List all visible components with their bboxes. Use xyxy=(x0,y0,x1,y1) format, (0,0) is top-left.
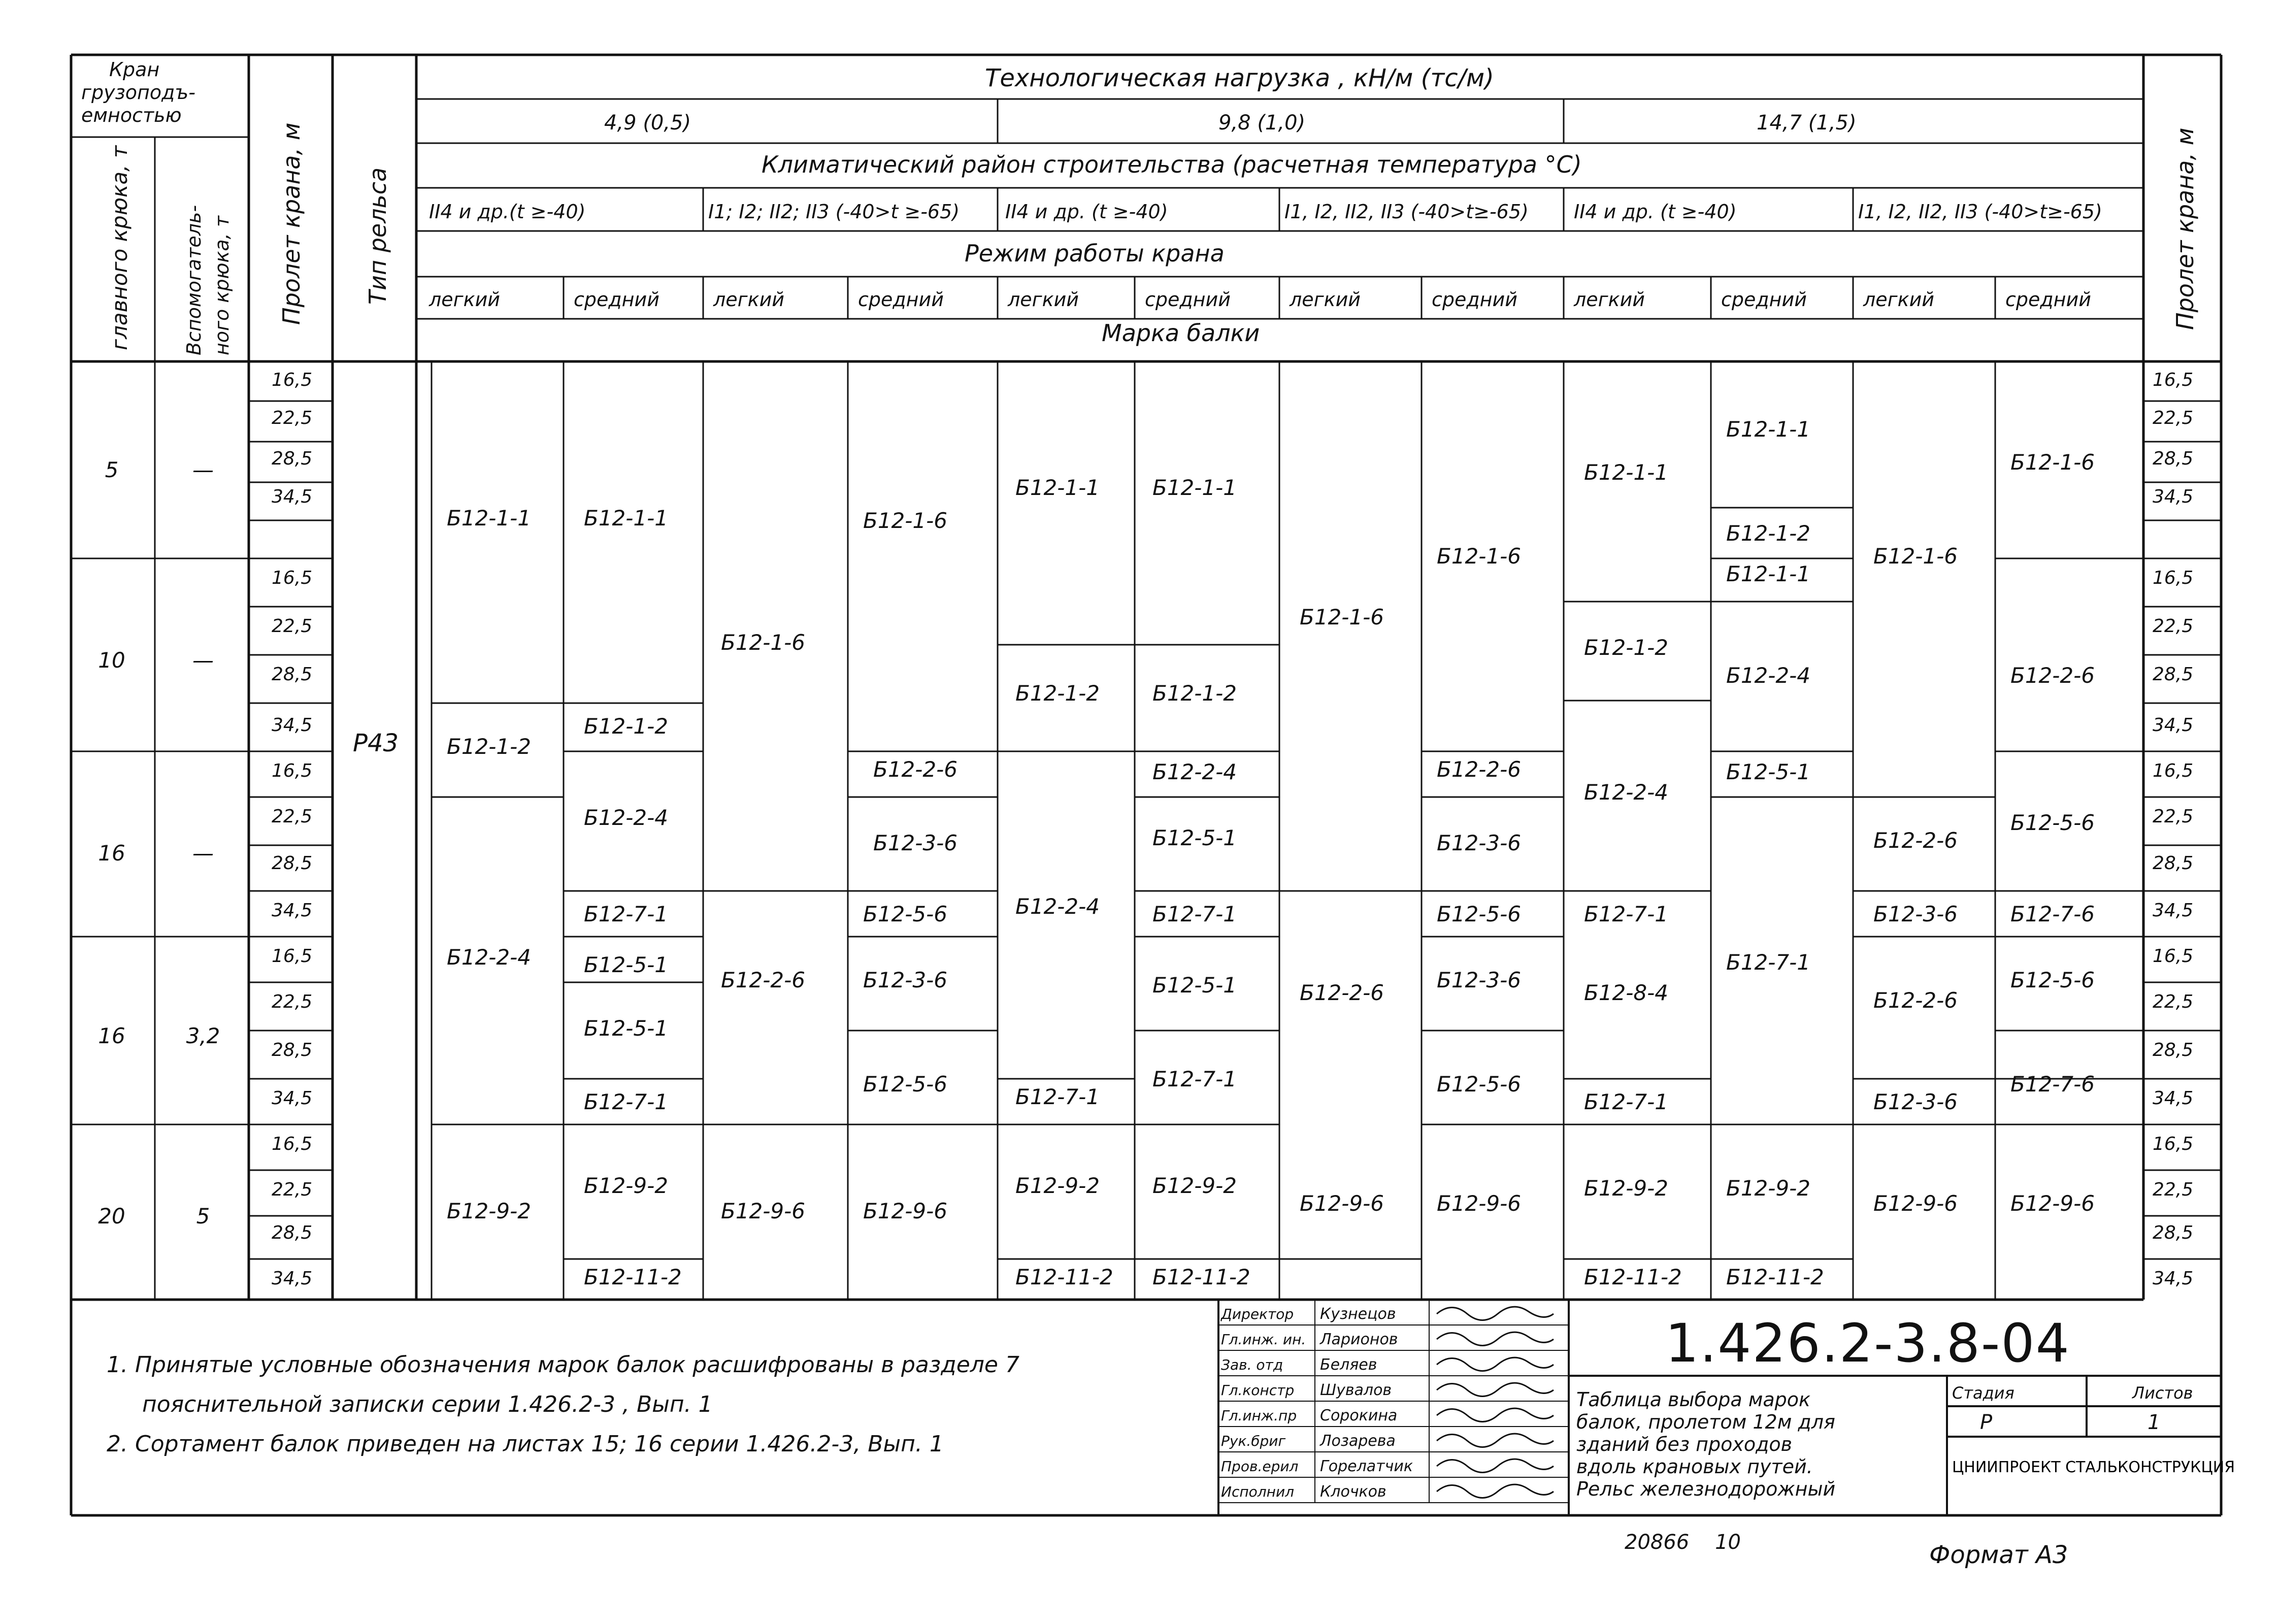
beam-mark-cell: Б12-2-4 xyxy=(1726,663,1811,688)
beam-mark-cell: Б12-5-6 xyxy=(863,902,948,926)
beam-mark-cell: Б12-3-6 xyxy=(873,831,958,855)
span-header: Пролет крана, м xyxy=(278,122,305,325)
beam-mark-cell: Б12-11-2 xyxy=(1726,1265,1824,1289)
signature xyxy=(1437,1357,1554,1371)
beam-mark-cell: Б12-1-1 xyxy=(1152,475,1237,500)
span-value-right: 34,5 xyxy=(2153,1088,2194,1109)
aux-hook-header-2: ного крюка, т xyxy=(211,216,233,355)
beam-mark-cell: Б12-9-6 xyxy=(863,1199,948,1223)
beam-mark-cell: Б12-1-1 xyxy=(1584,460,1669,485)
beam-mark-cell: Б12-9-6 xyxy=(2010,1191,2095,1216)
climate-subheaders xyxy=(429,201,2102,223)
beam-mark-cell: Б12-2-6 xyxy=(1873,828,1958,853)
stamp-name: Клочков xyxy=(1320,1483,1386,1501)
note-1-cont: пояснительной записки серии 1.426.2-3 , Вып. 1 xyxy=(142,1391,713,1417)
beam-mark-cell: Б12-8-4 xyxy=(1584,980,1669,1005)
beam-mark-cell: Б12-2-6 xyxy=(1437,757,1522,782)
beam-mark-cell: Б12-5-1 xyxy=(584,952,669,977)
beam-mark-cell: Б12-1-2 xyxy=(584,714,669,739)
span-value: 16,5 xyxy=(272,946,313,967)
span-value: 16,5 xyxy=(272,568,313,588)
span-value-right: 28,5 xyxy=(2153,664,2194,685)
mode-header: Режим работы крана xyxy=(965,240,1225,267)
beam-mark-cell: Б12-1-1 xyxy=(447,506,532,531)
load-14-7: 14,7 (1,5) xyxy=(1757,111,1857,135)
span-value: 16,5 xyxy=(272,370,313,390)
beam-mark-cell: Б12-2-6 xyxy=(1873,988,1958,1013)
beam-mark-cell: Б12-1-6 xyxy=(721,630,806,655)
stage-value: Р xyxy=(1980,1411,1993,1434)
span-value-right: 34,5 xyxy=(2153,715,2194,736)
span-value-right: 22,5 xyxy=(2153,1179,2194,1200)
span-value: 16,5 xyxy=(272,1134,313,1154)
span-value: 28,5 xyxy=(272,664,313,685)
beam-mark-cell: Б12-3-6 xyxy=(1437,831,1522,855)
beam-mark-cell: Б12-5-1 xyxy=(1152,825,1237,850)
main-hook-value: 20 xyxy=(98,1204,125,1229)
mode-label: средний xyxy=(1145,288,1231,311)
signature xyxy=(1437,1434,1554,1447)
mode-label: средний xyxy=(1432,288,1517,311)
beam-mark-cell: Б12-1-2 xyxy=(447,734,532,759)
span-value: 16,5 xyxy=(272,760,313,781)
span-value-right: 28,5 xyxy=(2153,853,2194,874)
beam-mark-cell: Б12-3-6 xyxy=(1873,1089,1958,1114)
beam-mark-cell: Б12-11-2 xyxy=(1584,1265,1682,1289)
organization: ЦНИИПРОЕКТ СТАЛЬКОНСТРУКЦИЯ xyxy=(1952,1459,2235,1476)
span-value: 28,5 xyxy=(272,448,313,469)
mode-labels xyxy=(428,288,2091,311)
signature xyxy=(1437,1408,1554,1421)
span-value-right: 28,5 xyxy=(2153,1040,2194,1060)
beam-mark-cell: Б12-5-1 xyxy=(1726,759,1811,784)
beam-mark-cell: Б12-5-6 xyxy=(2010,810,2095,835)
stamp-role: Исполнил xyxy=(1221,1483,1295,1500)
beam-mark-cell: Б12-1-2 xyxy=(1584,635,1669,660)
table-body xyxy=(98,370,2193,1289)
mode-label: средний xyxy=(858,288,944,311)
beam-mark-cell: Б12-9-2 xyxy=(1584,1176,1669,1201)
beam-mark-cell: Б12-2-4 xyxy=(584,805,669,830)
span-value: 34,5 xyxy=(272,715,313,736)
span-value-right: 34,5 xyxy=(2153,1268,2194,1289)
signature xyxy=(1437,1484,1554,1498)
beam-mark-cell: Б12-7-1 xyxy=(584,902,669,926)
climate-subheader: I1, I2, II2, II3 (-40>t≥-65) xyxy=(1284,201,1529,223)
main-hook-value: 16 xyxy=(98,841,125,866)
beam-mark-cell: Б12-1-1 xyxy=(1726,417,1811,442)
beam-mark-cell: Б12-2-4 xyxy=(1584,780,1669,805)
climate-subheader: II4 и др.(t ≥-40) xyxy=(429,201,586,223)
document-title: Таблица выбора марок балок, пролетом 12м для зданий без проходов вдоль крановых путей. Рельс железнодорожный xyxy=(1576,1388,1836,1500)
span-value-right: 16,5 xyxy=(2153,946,2194,967)
stamp-block xyxy=(1220,1305,1554,1501)
mode-label: средний xyxy=(1721,288,1807,311)
span-value-right: 34,5 xyxy=(2153,900,2194,921)
sheets-label: Листов xyxy=(2132,1383,2193,1403)
span-value: 28,5 xyxy=(272,853,313,874)
load-9-8: 9,8 (1,0) xyxy=(1218,111,1306,135)
stamp-role: Гл.инж.пр xyxy=(1221,1407,1297,1424)
stage-label: Стадия xyxy=(1952,1383,2014,1403)
signature xyxy=(1437,1459,1554,1472)
beam-mark-cell: Б12-9-6 xyxy=(1300,1191,1384,1216)
span-value-right: 22,5 xyxy=(2153,806,2194,827)
span-value-right: 16,5 xyxy=(2153,568,2194,588)
span-value: 34,5 xyxy=(272,486,313,507)
beam-mark-cell: Б12-1-6 xyxy=(1437,544,1522,569)
beam-mark-cell: Б12-7-1 xyxy=(1584,1089,1669,1114)
beam-mark-cell: Б12-5-6 xyxy=(863,1072,948,1097)
span-value-right: 22,5 xyxy=(2153,408,2194,428)
beam-mark-cell: Б12-5-1 xyxy=(584,1016,669,1041)
span-value-right: 22,5 xyxy=(2153,616,2194,637)
climate-header: Климатический район строительства (расчетная температура °С) xyxy=(762,151,1582,178)
signature xyxy=(1437,1332,1554,1345)
beam-mark-cell: Б12-1-1 xyxy=(1726,561,1811,586)
mode-label: легкий xyxy=(1574,288,1645,311)
span-value-right: 28,5 xyxy=(2153,448,2194,469)
beam-mark-cell: Б12-1-6 xyxy=(1873,544,1958,569)
stamp-name: Лозарева xyxy=(1320,1432,1396,1450)
span-value: 22,5 xyxy=(272,991,313,1012)
beam-mark-cell: Б12-1-1 xyxy=(1015,475,1100,500)
span-value: 34,5 xyxy=(272,900,313,921)
beam-mark-cell: Б12-3-6 xyxy=(863,968,948,992)
sheets-value: 1 xyxy=(2148,1411,2161,1434)
beam-mark-cell: Б12-5-6 xyxy=(1437,902,1522,926)
document-code: 1.426.2-3.8-04 xyxy=(1665,1312,2070,1374)
stamp-role: Гл.инж. ин. xyxy=(1221,1331,1306,1348)
note-2: 2. Сортамент балок приведен на листах 15; 16 серии 1.426.2-3, Вып. 1 xyxy=(107,1431,944,1457)
span-value-right: 16,5 xyxy=(2153,760,2194,781)
beam-mark-cell: Б12-7-6 xyxy=(2010,1072,2095,1097)
beam-mark-cell: Б12-9-2 xyxy=(1726,1176,1811,1201)
stamp-role: Рук.бриг xyxy=(1221,1433,1286,1449)
mode-label: легкий xyxy=(1290,288,1361,311)
span-value: 28,5 xyxy=(272,1222,313,1243)
mode-label: легкий xyxy=(1008,288,1079,311)
beam-mark-cell: Б12-9-6 xyxy=(1437,1191,1522,1216)
aux-hook-value: — xyxy=(192,841,214,866)
beam-mark-cell: Б12-7-6 xyxy=(2010,902,2095,926)
beam-mark-cell: Б12-1-2 xyxy=(1726,521,1811,546)
span-value: 22,5 xyxy=(272,1179,313,1200)
climate-subheader: I1; I2; II2; II3 (-40>t ≥-65) xyxy=(708,201,960,223)
stamp-role: Зав. отд xyxy=(1221,1356,1283,1373)
beam-mark-cell: Б12-1-6 xyxy=(863,508,948,533)
main-hook-header: главного крюка, т xyxy=(107,145,132,350)
span-value: 28,5 xyxy=(272,1040,313,1060)
beam-mark-cell: Б12-7-1 xyxy=(584,1089,669,1114)
stamp-name: Шувалов xyxy=(1320,1381,1392,1399)
aux-hook-value: 5 xyxy=(196,1204,210,1229)
beam-mark-cell: Б12-7-1 xyxy=(1726,950,1811,975)
format-label: Формат А3 xyxy=(1929,1541,2068,1569)
main-hook-value: 5 xyxy=(105,457,119,482)
mode-label: средний xyxy=(2005,288,2091,311)
beam-mark-cell: Б12-2-4 xyxy=(1152,759,1237,784)
mode-label: средний xyxy=(574,288,659,311)
beam-mark-cell: Б12-9-2 xyxy=(584,1173,669,1198)
note-1: 1. Принятые условные обозначения марок балок расшифрованы в разделе 7 xyxy=(107,1352,1019,1378)
beam-mark-cell: Б12-9-2 xyxy=(1152,1173,1237,1198)
load-4-9: 4,9 (0,5) xyxy=(604,111,691,135)
span-value: 34,5 xyxy=(272,1088,313,1109)
notes xyxy=(107,1345,1173,1464)
mode-label: легкий xyxy=(1863,288,1934,311)
span-value-right: 16,5 xyxy=(2153,1134,2194,1154)
beam-mark-cell: Б12-9-2 xyxy=(447,1199,532,1223)
beam-mark-cell: Б12-11-2 xyxy=(1152,1265,1250,1289)
beam-mark-cell: Б12-2-6 xyxy=(721,968,806,992)
beam-mark-cell: Б12-7-1 xyxy=(1015,1084,1100,1109)
beam-mark-cell: Б12-9-2 xyxy=(1015,1173,1100,1198)
stamp-name: Горелатчик xyxy=(1320,1457,1413,1475)
beam-mark-cell: Б12-9-6 xyxy=(1873,1191,1958,1216)
beam-mark-cell: Б12-1-6 xyxy=(1300,605,1384,629)
signature xyxy=(1437,1307,1554,1320)
beam-mark-cell: Б12-3-6 xyxy=(1873,902,1958,926)
beam-mark-cell: Б12-2-4 xyxy=(1015,894,1100,919)
beam-mark-cell: Б12-2-4 xyxy=(447,945,532,970)
climate-subheader: II4 и др. (t ≥-40) xyxy=(1005,201,1168,223)
span-value: 22,5 xyxy=(272,806,313,827)
rail-type-value: Р43 xyxy=(353,729,399,757)
stamp-name: Ларионов xyxy=(1320,1331,1398,1348)
footer-number: 20866 10 xyxy=(1625,1531,1741,1554)
climate-subheader: I1, I2, II2, II3 (-40>t≥-65) xyxy=(1858,201,2102,223)
beam-mark-cell: Б12-2-6 xyxy=(873,757,958,782)
beam-mark-cell: Б12-1-2 xyxy=(1015,681,1100,706)
rail-type-header: Тип рельса xyxy=(364,167,391,305)
stamp-role: Директор xyxy=(1221,1306,1294,1322)
span-value-right: 34,5 xyxy=(2153,486,2194,507)
aux-hook-value: — xyxy=(192,457,214,482)
beam-mark-cell: Б12-1-2 xyxy=(1152,681,1237,706)
beam-mark-cell: Б12-5-1 xyxy=(1152,973,1237,998)
beam-mark-cell: Б12-9-6 xyxy=(721,1199,806,1223)
aux-hook-value: — xyxy=(192,648,214,673)
stamp-name: Сорокина xyxy=(1320,1407,1398,1424)
beam-mark-cell: Б12-2-6 xyxy=(1300,980,1384,1005)
span-value-right: 22,5 xyxy=(2153,991,2194,1012)
beam-mark-cell: Б12-3-6 xyxy=(1437,968,1522,992)
stamp-name: Беляев xyxy=(1320,1356,1377,1374)
beam-mark-cell: Б12-1-6 xyxy=(2010,450,2095,475)
signature xyxy=(1437,1383,1554,1396)
beam-mark-cell: Б12-11-2 xyxy=(584,1265,682,1289)
main-hook-value: 16 xyxy=(98,1023,125,1048)
span-value-right: 16,5 xyxy=(2153,370,2194,390)
mode-label: легкий xyxy=(713,288,784,311)
crane-capacity-label: Кран грузоподъ-емностью xyxy=(81,58,195,126)
beam-mark-cell: Б12-1-1 xyxy=(584,506,669,531)
beam-mark-cell: Б12-7-1 xyxy=(1152,902,1237,926)
span-value: 22,5 xyxy=(272,408,313,428)
beam-mark-cell: Б12-2-6 xyxy=(2010,663,2095,688)
stamp-name: Кузнецов xyxy=(1320,1305,1396,1323)
beam-mark-header: Марка балки xyxy=(1102,319,1260,347)
beam-mark-cell: Б12-11-2 xyxy=(1015,1265,1113,1289)
beam-mark-cell: Б12-5-6 xyxy=(1437,1072,1522,1097)
mode-label: легкий xyxy=(429,288,500,311)
aux-hook-header: Вспомогатель- xyxy=(183,205,205,355)
span-value: 22,5 xyxy=(272,616,313,637)
aux-hook-value: 3,2 xyxy=(186,1023,220,1048)
beam-mark-cell: Б12-7-1 xyxy=(1584,902,1669,926)
span-value: 34,5 xyxy=(272,1268,313,1289)
stamp-role: Гл.констр xyxy=(1221,1382,1295,1399)
beam-mark-cell: Б12-5-6 xyxy=(2010,968,2095,992)
span-value-right: 28,5 xyxy=(2153,1222,2194,1243)
main-hook-value: 10 xyxy=(98,648,125,673)
climate-subheader: II4 и др. (t ≥-40) xyxy=(1574,201,1737,223)
tech-load-header: Технологическая нагрузка , кН/м (тс/м) xyxy=(985,64,1494,92)
span-header-right: Пролет крана, м xyxy=(2171,127,2199,330)
beam-mark-cell: Б12-7-1 xyxy=(1152,1067,1237,1091)
stamp-role: Пров.ерил xyxy=(1221,1458,1299,1475)
